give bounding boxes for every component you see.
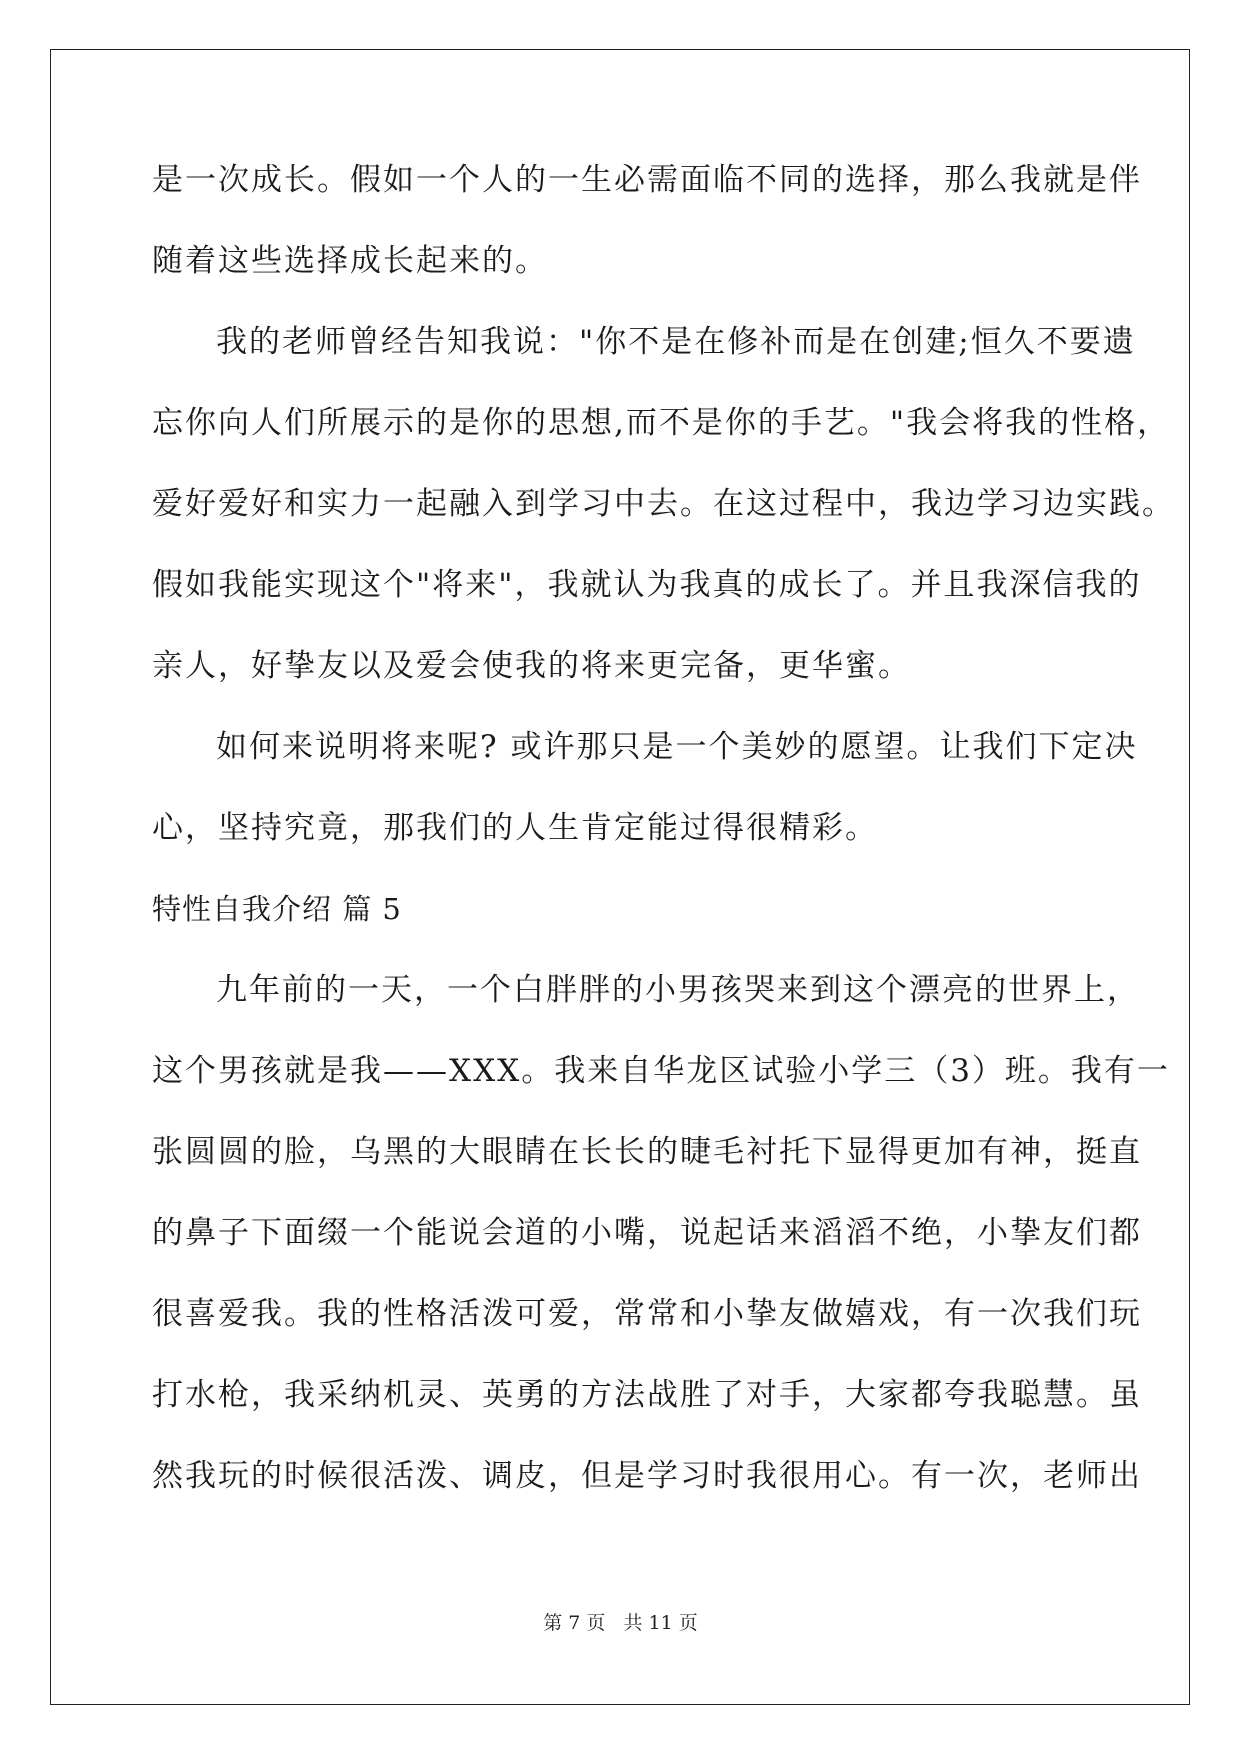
text-line: 忘你向人们所展示的是你的思想,而不是你的手艺。"我会将我的性格，	[152, 405, 1171, 441]
text-line: 这个男孩就是我——XXX。我来自华龙区试验小学三（3）班。我有一	[152, 1053, 1170, 1089]
paragraph-start: 如何来说明将来呢? 或许那只是一个美妙的愿望。让我们下定决	[216, 729, 1138, 765]
text-line: 的鼻子下面缀一个能说会道的小嘴，说起话来滔滔不绝，小挚友们都	[152, 1215, 1142, 1251]
section-heading: 特性自我介绍 篇 5	[152, 892, 402, 926]
text-line: 假如我能实现这个"将来"，我就认为我真的成长了。并且我深信我的	[152, 567, 1142, 603]
text-line: 心，坚持究竟，那我们的人生肯定能过得很精彩。	[152, 810, 878, 846]
text-line: 很喜爱我。我的性格活泼可爱，常常和小挚友做嬉戏，有一次我们玩	[152, 1296, 1142, 1332]
page-footer	[0, 1608, 1241, 1635]
page-total: 共 11 页	[623, 1612, 698, 1634]
page-number: 第 7 页	[543, 1612, 606, 1634]
text-line: 然我玩的时候很活泼、调皮，但是学习时我很用心。有一次，老师出	[152, 1458, 1142, 1494]
paragraph-start: 九年前的一天，一个白胖胖的小男孩哭来到这个漂亮的世界上，	[216, 972, 1140, 1008]
text-line: 打水枪，我采纳机灵、英勇的方法战胜了对手，大家都夸我聪慧。虽	[152, 1377, 1142, 1413]
paragraph-start: 我的老师曾经告知我说："你不是在修补而是在创建;恒久不要遗	[216, 324, 1136, 360]
text-line: 张圆圆的脸，乌黑的大眼睛在长长的睫毛衬托下显得更加有神，挺直	[152, 1134, 1142, 1170]
text-line: 亲人，好挚友以及爱会使我的将来更完备，更华蜜。	[152, 648, 911, 684]
text-line: 随着这些选择成长起来的。	[152, 243, 548, 279]
text-line: 是一次成长。假如一个人的一生必需面临不同的选择，那么我就是伴	[152, 162, 1142, 198]
document-body	[152, 160, 1175, 1537]
text-line: 爱好爱好和实力一起融入到学习中去。在这过程中，我边学习边实践。	[152, 486, 1175, 522]
